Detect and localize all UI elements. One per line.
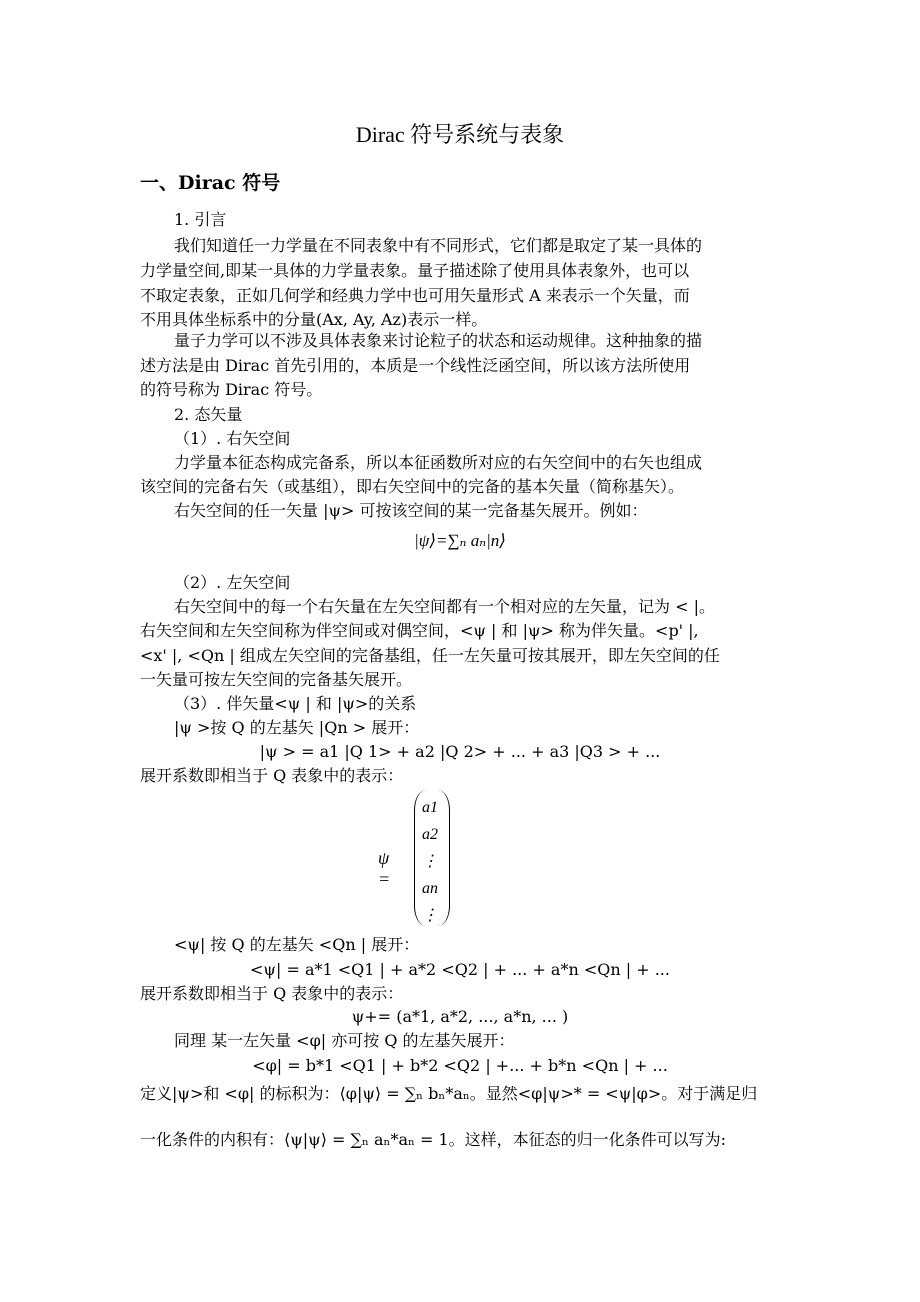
text-line: 述方法是由 Dirac 首先引用的，本质是一个线性泛函空间，所以该方法所使用 bbox=[140, 356, 691, 375]
text-line: 不用具体坐标系中的分量(Ax, Ay, Az)表示一样。 bbox=[140, 310, 488, 329]
subsection-adjoint: （3）. 伴矢量<ψ | 和 |ψ>的关系 bbox=[174, 694, 417, 713]
vector-entry: ⋮ bbox=[422, 853, 438, 870]
section-heading: 一、Dirac 符号 bbox=[140, 172, 281, 194]
vector-label: ψ = bbox=[378, 848, 391, 889]
vector-entry: ⋮ bbox=[422, 907, 438, 924]
text-line: <x' |, <Qn | 组成左矢空间的完备基组，任一左矢量可按其展开，即左矢空间的任 bbox=[140, 646, 720, 665]
text-line: 该空间的完备右矢（或基组），即右矢空间中的完备的基本矢量（简称基矢）。 bbox=[140, 477, 685, 496]
text-line: 定义|ψ>和 <φ| 的标积为：⟨φ|ψ⟩ = ∑ₙ bₙ*aₙ。显然<φ|ψ>* = <ψ|φ>。对于满足归 bbox=[140, 1084, 758, 1103]
text-line: 一矢量可按左矢空间的完备基矢展开。 bbox=[140, 670, 413, 689]
text-line: 量子力学可以不涉及具体表象来讨论粒子的状态和运动规律。这种抽象的描 bbox=[174, 331, 703, 350]
text-line: 右矢空间和左矢空间称为伴空间或对偶空间，<ψ | 和 |ψ> 称为伴矢量。<p' |, bbox=[140, 621, 699, 640]
text-line: 不取定表象，正如几何学和经典力学中也可用矢量形式 A 来表示一个矢量，而 bbox=[140, 286, 690, 305]
formula-psi-expansion: |ψ > = a1 |Q 1> + a2 |Q 2> + ... + a3 |Q3 > + ... bbox=[259, 742, 661, 761]
subsection-ket-space: （1）. 右矢空间 bbox=[174, 429, 291, 448]
formula-phi-expansion: <φ| = b*1 <Q1 | + b*2 <Q2 | +... + b*n <Qn | + ... bbox=[252, 1056, 668, 1075]
text-line: 展开系数即相当于 Q 表象中的表示： bbox=[140, 984, 404, 1003]
text-line: 右矢空间的任一矢量 |ψ> 可按该空间的某一完备基矢展开。例如： bbox=[174, 501, 648, 520]
vector-entry: an bbox=[422, 880, 438, 897]
text-line: 力学量本征态构成完备系，所以本征函数所对应的右矢空间中的右矢也组成 bbox=[174, 453, 703, 472]
text-line: 我们知道任一力学量在不同表象中有不同形式，它们都是取定了某一具体的 bbox=[174, 236, 703, 255]
vector-entry: a2 bbox=[422, 826, 438, 843]
text-line: 力学量空间,即某一具体的力学量表象。量子描述除了使用具体表象外，也可以 bbox=[140, 261, 690, 280]
text-line: 一化条件的内积有：⟨ψ|ψ⟩ = ∑ₙ aₙ*aₙ = 1。这样，本征态的归一化条件可以写为: bbox=[140, 1130, 727, 1149]
subsection-intro: 1. 引言 bbox=[174, 210, 227, 229]
formula-row-vector: ψ+= (a*1, a*2, ..., a*n, ... ) bbox=[351, 1007, 569, 1026]
text-line: 展开系数即相当于 Q 表象中的表示： bbox=[140, 766, 404, 785]
text-line: |ψ >按 Q 的左基矢 |Qn > 展开： bbox=[174, 718, 420, 737]
vector-entries bbox=[422, 794, 446, 929]
text-line: 右矢空间中的每一个右矢量在左矢空间都有一个相对应的左矢量，记为 < |。 bbox=[174, 597, 715, 616]
text-line: <ψ| 按 Q 的左基矢 <Qn | 展开： bbox=[174, 935, 420, 954]
text-line: 的符号称为 Dirac 符号。 bbox=[140, 380, 323, 399]
formula-ket-expansion: |ψ⟩=∑ₙ aₙ|n⟩ bbox=[414, 531, 506, 550]
page-title: Dirac 符号系统与表象 bbox=[355, 122, 565, 147]
formula-bra-expansion: <ψ| = a*1 <Q1 | + a*2 <Q2 | + ... + a*n <Qn | + ... bbox=[250, 960, 670, 979]
text-line: 同理 某一左矢量 <φ| 亦可按 Q 的左基矢展开： bbox=[174, 1031, 515, 1050]
vector-entry: a1 bbox=[422, 799, 438, 816]
column-vector bbox=[0, 790, 920, 930]
subsection-state-vector: 2. 态矢量 bbox=[174, 405, 243, 424]
subsection-bra-space: （2）. 左矢空间 bbox=[174, 573, 291, 592]
